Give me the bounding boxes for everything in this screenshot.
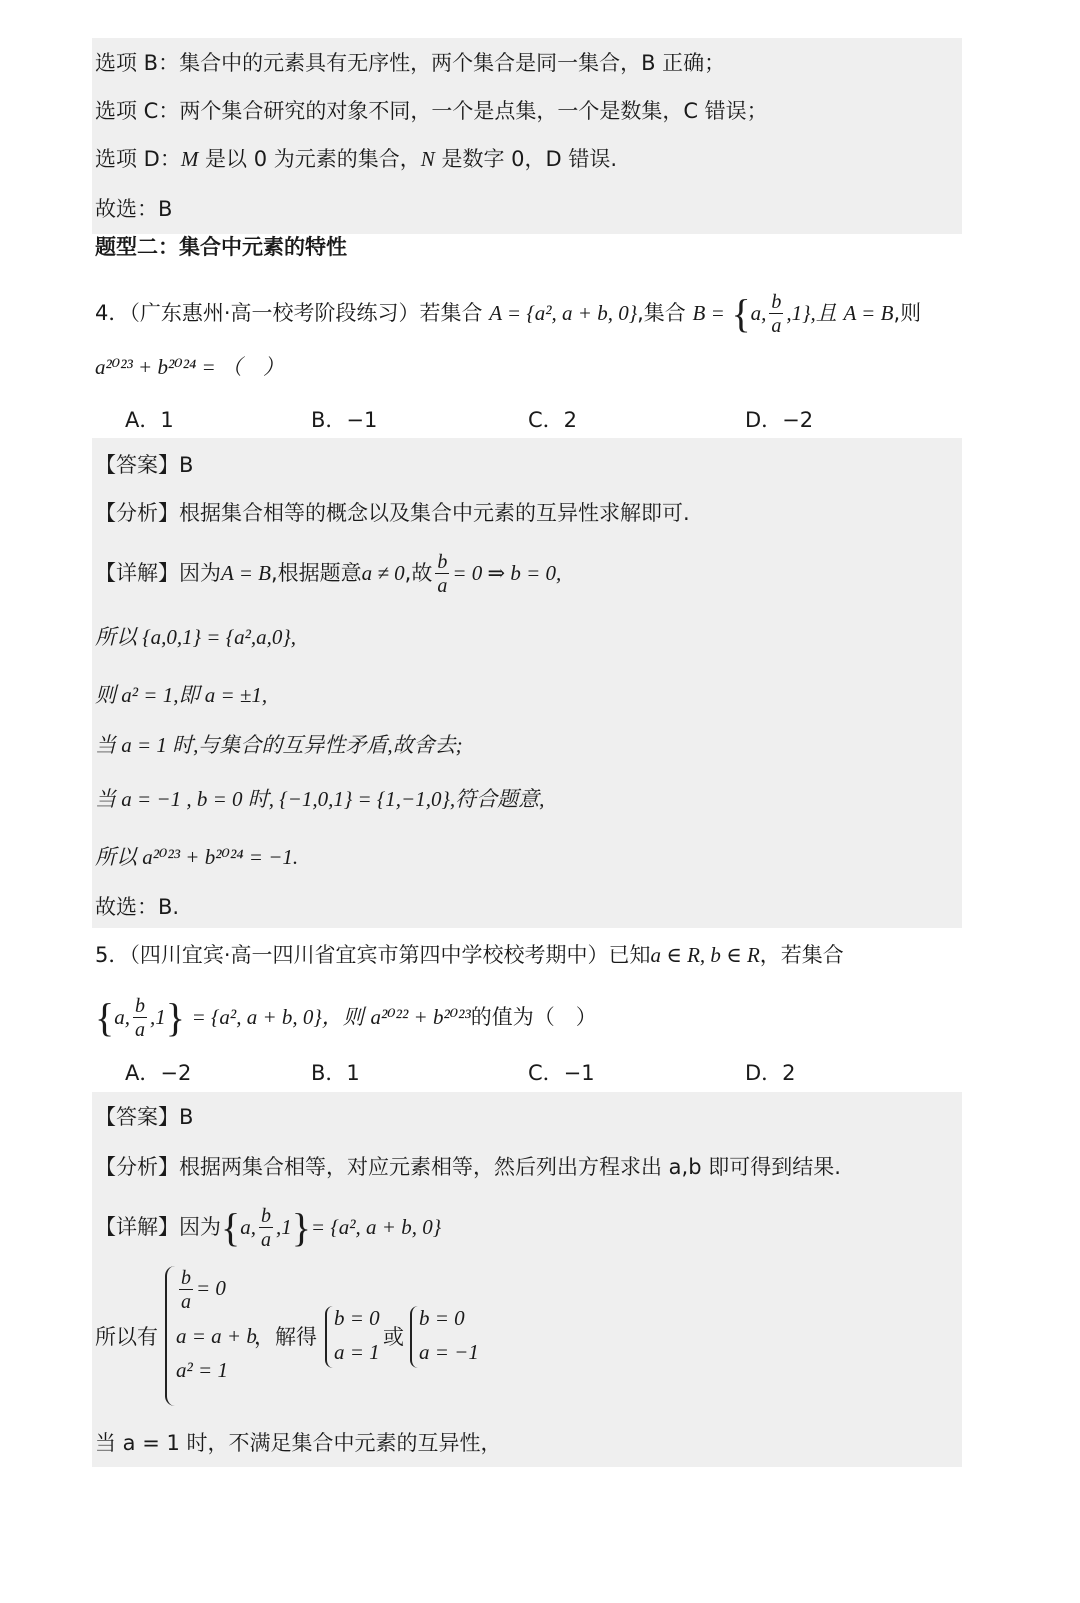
- sol-2-a: a = −1: [419, 1340, 479, 1364]
- detail-4-eq: A = B: [221, 561, 271, 585]
- q5-line1: 5．（四川宜宾·高一四川省宜宾市第四中学校校考期中）已知: [95, 943, 651, 967]
- right-brace: }: [291, 1205, 311, 1250]
- detail-4-line4: 当 a = −1 , b = 0 时, {−1,0,1} = {1,−1,0},符合题意,: [95, 787, 545, 811]
- detail-4-cond: a ≠ 0: [361, 561, 405, 585]
- eq-1-rhs: = 0: [196, 1275, 226, 1300]
- q4-option-c: C．2: [528, 408, 578, 432]
- question-5-stem: [95, 940, 844, 970]
- fraction-b-over-a-5: $\frac{b}{a}$: [181, 1267, 191, 1313]
- q4-mid: ,集合: [637, 301, 686, 325]
- option-d-mid: 是以 0 为元素的集合，: [198, 147, 421, 171]
- q4-equality: A = B: [843, 301, 894, 325]
- sol-1-a: a = 1: [334, 1340, 380, 1364]
- option-c-explanation: 选项 C：两个集合研究的对象不同，一个是点集，一个是数集，C 错误；: [95, 99, 768, 123]
- q5-condition: a ∈ R, b ∈ R: [650, 943, 760, 967]
- q5-option-d: D．2: [745, 1061, 796, 1085]
- solution-2-brace: [410, 1306, 418, 1368]
- question-4-expression: a²⁰²³ + b²⁰²⁴ = （ ）: [95, 355, 284, 379]
- choice-4: 故选：B.: [95, 895, 180, 919]
- option-b-explanation: 选项 B：集合中的元素具有无序性，两个集合是同一集合，B 正确；: [95, 51, 726, 75]
- q4-option-a: A．1: [125, 408, 174, 432]
- sol-2-b: b = 0: [419, 1306, 465, 1330]
- sol-1-b: b = 0: [334, 1306, 380, 1330]
- section-title: 题型二：集合中元素的特性: [95, 235, 347, 259]
- eq-3: a² = 1: [176, 1358, 228, 1382]
- d5-elem-1: ,1: [275, 1215, 292, 1239]
- option-d-prefix: 选项 D：: [95, 147, 181, 171]
- previous-choice: 故选：B: [95, 197, 173, 221]
- q5-option-b: B．1: [311, 1061, 360, 1085]
- detail-4-line2: 则 a² = 1,即 a = ±1,: [95, 683, 268, 707]
- detail-4-result: = 0 ⇒ b = 0,: [452, 561, 562, 585]
- q4-elem-a: a,: [750, 301, 767, 325]
- analysis-4: 【分析】根据集合相等的概念以及集合中元素的互异性求解即可.: [95, 501, 690, 525]
- or-label: 或: [383, 1325, 404, 1349]
- q4-set-b-tail: ,1},且: [786, 301, 837, 325]
- detail-5: [95, 1206, 441, 1250]
- q5-elem-1: ,1: [149, 1005, 166, 1029]
- q5-ask: 的值为（ ）: [470, 1005, 597, 1029]
- system-brace: [165, 1266, 175, 1406]
- q4-option-d: D．−2: [745, 408, 814, 432]
- detail-4-line5: 所以 a²⁰²³ + b²⁰²⁴ = −1.: [95, 845, 299, 869]
- q4-option-b: B．−1: [311, 408, 378, 432]
- q5-elem-a: a,: [114, 1005, 130, 1029]
- fraction-b-over-a-3: $\frac{b}{a}$: [134, 995, 145, 1041]
- analysis-5: 【分析】根据两集合相等，对应元素相等，然后列出方程求出 a,b 即可得到结果.: [95, 1155, 841, 1179]
- d5-eq: = {a², a + b, 0}: [310, 1215, 442, 1239]
- fraction-b-over-a-2: $\frac{b}{a}$: [437, 551, 448, 597]
- fraction-b-over-a: $\frac{b}{a}$: [771, 291, 782, 337]
- solution-1-brace: [325, 1306, 333, 1368]
- set-m: M: [180, 147, 199, 171]
- so-label: 所以有: [95, 1325, 158, 1349]
- q5-expression: a²⁰²² + b²⁰²³: [370, 1005, 471, 1029]
- set-n: N: [420, 147, 435, 171]
- q4-prefix: 4．（广东惠州·高一校考阶段练习）若集合: [95, 301, 483, 325]
- detail-4-mid: ,根据题意: [270, 561, 362, 585]
- detail-4-line3: 当 a = 1 时,与集合的互异性矛盾,故舍去;: [95, 733, 463, 757]
- fraction-b-over-a-4: $\frac{b}{a}$: [260, 1205, 271, 1251]
- left-brace: {: [221, 1205, 241, 1250]
- left-brace: {: [95, 995, 115, 1040]
- q4-tail: ,则: [893, 301, 922, 325]
- q5-eq-tail: = {a², a + b, 0}，则: [191, 1005, 364, 1029]
- option-d-tail: 是数字 0，D 错误.: [434, 147, 617, 171]
- question-4-stem: [95, 292, 921, 336]
- detail-5-last: 当 a = 1 时，不满足集合中元素的互异性，: [95, 1431, 502, 1455]
- q4-set-a: A = {a², a + b, 0}: [489, 301, 638, 325]
- q5-option-c: C．−1: [528, 1061, 595, 1085]
- q5-line1-tail: ，若集合: [759, 943, 844, 967]
- detail-4-prefix: 【详解】因为: [95, 561, 221, 585]
- left-brace: {: [731, 291, 751, 336]
- d5-elem-a: a,: [240, 1215, 256, 1239]
- detail-5-prefix: 【详解】因为: [95, 1215, 221, 1239]
- answer-4: 【答案】B: [95, 453, 194, 477]
- detail-4: [95, 552, 561, 596]
- detail-4-tail: ,故: [404, 561, 433, 585]
- right-brace: }: [165, 995, 185, 1040]
- detail-4-line1: 所以 {a,0,1} = {a²,a,0},: [95, 625, 297, 649]
- solve-label: ，解得: [254, 1325, 317, 1349]
- option-d-explanation: [95, 144, 617, 174]
- q4-set-b-label: B =: [692, 301, 725, 325]
- eq-2: a = a + b: [176, 1324, 257, 1348]
- question-5-set: [95, 996, 597, 1040]
- q5-option-a: A．−2: [125, 1061, 192, 1085]
- eq-1: [176, 1268, 226, 1312]
- answer-5: 【答案】B: [95, 1105, 194, 1129]
